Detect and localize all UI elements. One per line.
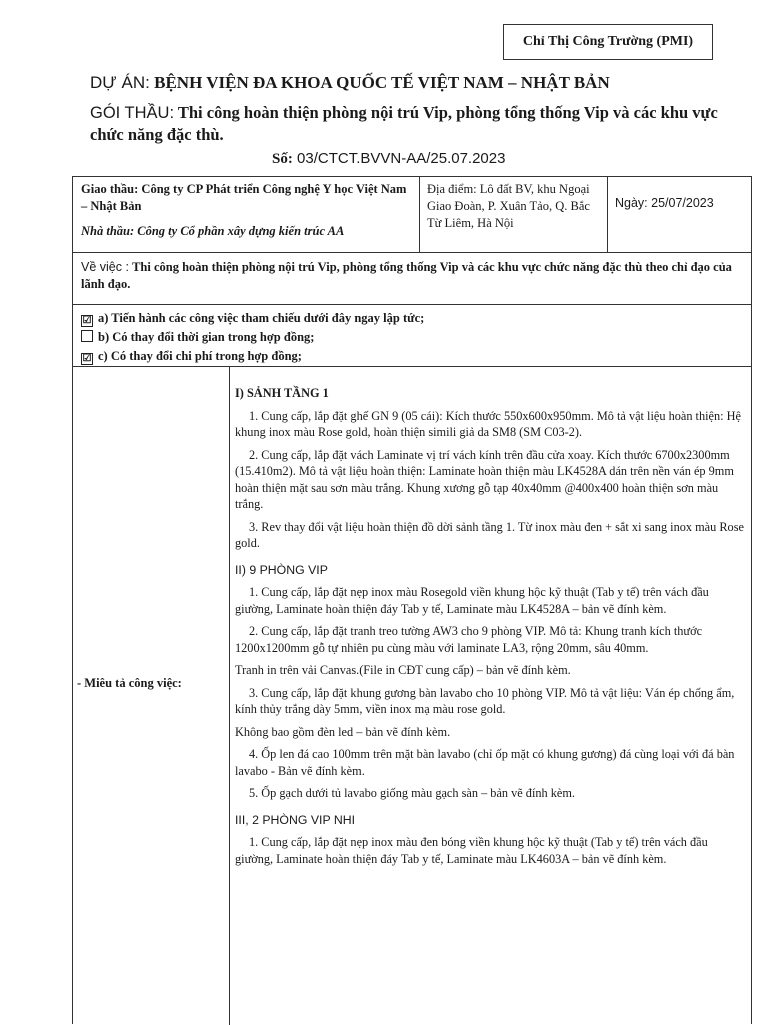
divider bbox=[607, 177, 608, 252]
checkbox-checked-icon[interactable]: ☑ bbox=[82, 315, 92, 326]
section-1-item-2: 2. Cung cấp, lắp đặt vách Laminate vị trí vách kính trên đầu cửa xoay. Kích thước 6700x2300mm (15.410m2). Mô tả vật liệu hoàn thiện: Laminate hoàn thiện màu LK4528A dán trên nền ván ép 9mm hoàn thiện mặt sau sơn màu trắng. Khung xương gỗ tạp 40x40mm @400x400 hoàn thiện sơn màu trắng. bbox=[235, 447, 734, 511]
package-line bbox=[90, 102, 740, 146]
doc-number-value: 03/CTCT.BVVN-AA/25.07.2023 bbox=[297, 150, 506, 167]
check-label-a: a) Tiến hành các công việc tham chiếu dưới đây ngay lập tức; bbox=[98, 311, 425, 325]
check-item-b bbox=[81, 328, 741, 347]
parties-cell bbox=[81, 181, 411, 240]
checkbox-empty-icon[interactable] bbox=[81, 330, 93, 342]
checkbox-checked-icon[interactable]: ☑ bbox=[82, 353, 92, 364]
description-content bbox=[235, 375, 747, 873]
section-2-item-3-note: Không bao gồm đèn led – bản vẽ đính kèm. bbox=[235, 724, 451, 739]
checklist-row bbox=[73, 305, 751, 367]
section-1-number: I) bbox=[235, 386, 244, 400]
doc-number-label: Số: bbox=[272, 151, 293, 167]
section-3-item-1: 1. Cung cấp, lắp đặt nẹp inox màu đen bóng viền khung hộc kỹ thuật (Tab y tế) trên vách đầu giường, Laminate hoàn thiện đáy Tab y tế, Laminate màu LK4603A – bản vẽ đính kèm. bbox=[235, 835, 708, 866]
package-label: GÓI THẦU: bbox=[90, 104, 175, 122]
info-row bbox=[73, 177, 751, 253]
subject-row bbox=[73, 253, 751, 305]
section-2-item-2-note: Tranh in trên vải Canvas.(File in CĐT cung cấp) – bản vẽ đính kèm. bbox=[235, 663, 571, 677]
divider bbox=[229, 367, 230, 1025]
contractor-text: Nhà thầu: Công ty Cổ phần xây dựng kiến trúc AA bbox=[81, 224, 345, 238]
section-2-item-3: 3. Cung cấp, lắp đặt khung gương bàn lavabo cho 10 phòng VIP. Mô tả vật liệu: Ván ép chống ẩm, kính thủy trắng dày 5mm, viền inox mạ màu rose gold. bbox=[235, 685, 735, 716]
package-name: Thi công hoàn thiện phòng nội trú Vip, phòng tổng thống Vip và các khu vực chức năng đặc thù. bbox=[90, 103, 718, 144]
check-label-c: c) Có thay đổi chi phí trong hợp đồng; bbox=[98, 349, 302, 363]
date-cell: Ngày: 25/07/2023 bbox=[615, 196, 714, 210]
divider bbox=[419, 177, 420, 252]
section-1-item-3: 3. Rev thay đổi vật liệu hoàn thiện đồ dời sảnh tầng 1. Từ inox màu đen + sắt xi sang inox màu Rose gold. bbox=[235, 519, 744, 550]
subject-cell bbox=[81, 259, 741, 293]
document-number bbox=[272, 150, 505, 168]
section-1-title-text: SẢNH TẦNG 1 bbox=[246, 386, 329, 400]
document-badge: Chỉ Thị Công Trường (PMI) bbox=[503, 24, 713, 60]
client-text: Giao thầu: Công ty CP Phát triển Công nghệ Y học Việt Nam – Nhật Bản bbox=[81, 182, 407, 213]
instruction-table bbox=[72, 176, 752, 1024]
check-item-c bbox=[81, 347, 741, 366]
subject-text: Thi công hoàn thiện phòng nội trú Vip, phòng tổng thống Vip và các khu vực chức năng đặc thù theo chỉ đạo của lãnh đạo. bbox=[81, 260, 732, 291]
section-3-title: III, 2 PHÒNG VIP NHI bbox=[235, 812, 356, 827]
section-2-item-2: 2. Cung cấp, lắp đặt tranh treo tường AW3 cho 9 phòng VIP. Mô tả: Khung tranh kích thước 1200x1200mm gỗ tự nhiên pu cùng màu với laminate LA3, rộng 20mm, sâu 40mm. bbox=[235, 624, 703, 655]
section-2-item-5: 5. Ốp gạch dưới tủ lavabo giống màu gạch sàn – bản vẽ đính kèm. bbox=[249, 786, 575, 800]
location-cell: Địa điểm: Lô đất BV, khu Ngoại Giao Đoàn, P. Xuân Tảo, Q. Bắc Từ Liêm, Hà Nội bbox=[427, 182, 590, 230]
section-1-title bbox=[235, 385, 747, 402]
section-2-item-1: 1. Cung cấp, lắp đặt nẹp inox màu Rosegold viền khung hộc kỹ thuật (Tab y tế) trên vách đầu giường, Laminate hoàn thiện đáy Tab y tế, Laminate màu LK4528A – bản vẽ đính kèm. bbox=[235, 585, 709, 616]
subject-label: Về việc : bbox=[81, 260, 129, 274]
project-label: DỰ ÁN: bbox=[90, 73, 150, 92]
description-label: - Miêu tả công việc: bbox=[77, 676, 182, 690]
section-2-title: II) 9 PHÒNG VIP bbox=[235, 562, 328, 577]
project-name: BỆNH VIỆN ĐA KHOA QUỐC TẾ VIỆT NAM – NHẬT BẢN bbox=[154, 73, 610, 92]
check-item-a bbox=[81, 309, 741, 328]
project-line bbox=[90, 72, 740, 93]
description-row bbox=[73, 367, 751, 1025]
section-1-item-1: 1. Cung cấp, lắp đặt ghế GN 9 (05 cái): Kích thước 550x600x950mm. Mô tả vật liệu hoàn thiện: Hệ khung inox màu Rose gold, hoàn thiện simili giả da SM8 (SM C03-2). bbox=[235, 408, 741, 439]
section-2-item-4: 4. Ốp len đá cao 100mm trên mặt bàn lavabo (chỉ ốp mặt có khung gương) đá cùng loại với đá bàn lavabo - Bản vẽ đính kèm. bbox=[235, 747, 735, 778]
checklist bbox=[81, 309, 741, 366]
check-label-b: b) Có thay đổi thời gian trong hợp đồng; bbox=[98, 330, 315, 344]
